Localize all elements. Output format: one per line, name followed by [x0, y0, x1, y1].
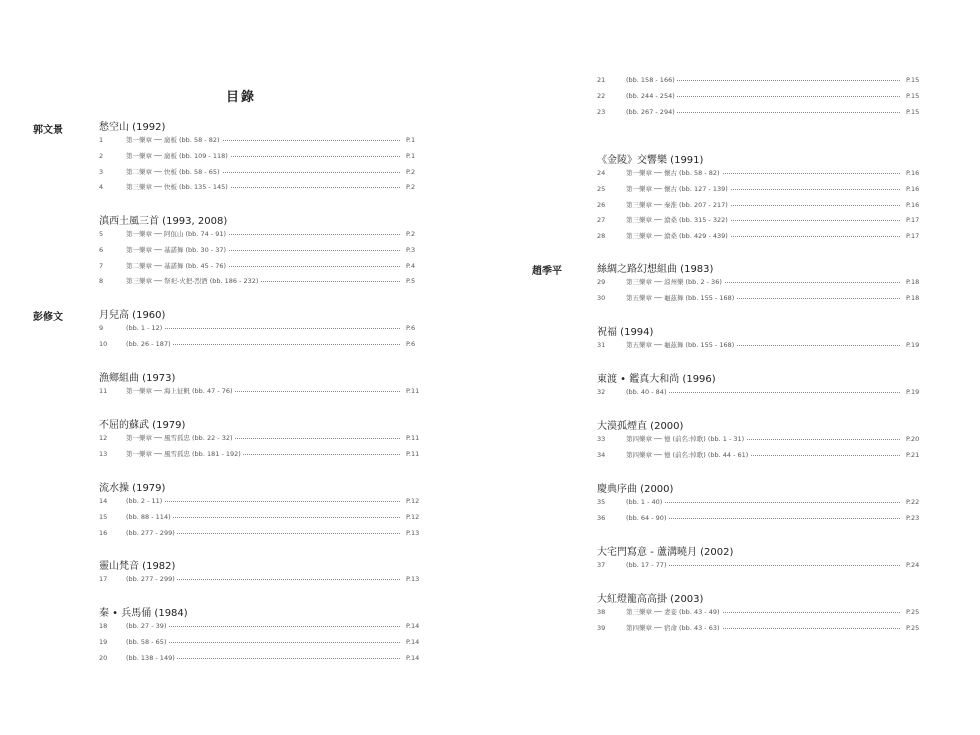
- entry-text: (bb. 40 - 84): [626, 388, 667, 396]
- work-title: 靈山梵音 (1982): [99, 561, 176, 572]
- work-title: 大宅門寫意 - 蘆溝曉月 (2002): [597, 547, 734, 558]
- toc-entry[interactable]: [99, 275, 428, 287]
- toc-entry[interactable]: [99, 636, 428, 648]
- entry-text: 第三樂章 ── 滄桑 (bb. 429 - 439): [626, 232, 728, 241]
- work-title: 絲綢之路幻想組曲 (1983): [597, 264, 714, 275]
- entry-text: 第三樂章 ── 快板 (bb. 135 - 145): [126, 183, 228, 192]
- entry-number: 19: [99, 637, 108, 646]
- work-title: 大紅燈籠高高掛 (2003): [597, 594, 704, 605]
- entry-text: (bb. 27 - 39): [126, 622, 167, 630]
- composer-name: 郭文景: [33, 125, 63, 136]
- entry-page: P.25: [906, 608, 920, 616]
- toc-entry[interactable]: [99, 322, 428, 334]
- entry-number: 8: [99, 277, 104, 286]
- entry-page: P.12: [406, 512, 420, 521]
- entry-number: 10: [99, 339, 108, 348]
- work-title: 流水操 (1979): [99, 483, 166, 494]
- entry-number: 25: [597, 184, 606, 193]
- dot-leader: [139, 579, 400, 580]
- toc-entry[interactable]: [99, 385, 428, 397]
- entry-page: P.1: [406, 151, 416, 160]
- entry-text: (bb. 277 - 299): [126, 575, 175, 583]
- entry-text: 第三樂章 ── 祭祀-火把-烈酒 (bb. 186 - 232): [126, 277, 259, 286]
- entry-number: 29: [597, 278, 606, 286]
- entry-text: 第二樂章 ── 快板 (bb. 58 - 65): [126, 167, 220, 176]
- dot-leader: [139, 642, 400, 643]
- toc-entry[interactable]: [597, 339, 930, 351]
- entry-text: 第一樂章 ── 懷古 (bb. 58 - 82): [626, 169, 720, 177]
- composer-name: 趙季平: [532, 266, 562, 277]
- toc-entry[interactable]: [99, 573, 428, 585]
- entry-number: 30: [597, 293, 606, 302]
- toc-entry[interactable]: [99, 448, 428, 460]
- entry-page: P.17: [906, 216, 920, 225]
- entry-text: (bb. 1 - 12): [126, 324, 163, 332]
- entry-text: 第三樂章 ── 妻妾 (bb. 43 - 49): [626, 608, 720, 616]
- entry-number: 3: [99, 167, 104, 176]
- entry-number: 24: [597, 169, 606, 177]
- work-title: 愁空山 (1992): [99, 122, 166, 133]
- entry-number: 13: [99, 449, 108, 458]
- toc-entry[interactable]: [597, 230, 930, 242]
- entry-number: 36: [597, 513, 606, 522]
- entry-page: P.20: [906, 435, 920, 443]
- work-title: 慶典序曲 (2000): [597, 484, 674, 495]
- toc-entry[interactable]: [99, 228, 428, 240]
- entry-number: 2: [99, 151, 104, 160]
- entry-number: 1: [99, 136, 104, 144]
- entry-number: 17: [99, 575, 108, 583]
- toc-entry[interactable]: [597, 214, 930, 226]
- entry-page: P.1: [406, 136, 416, 144]
- entry-page: P.2: [406, 183, 416, 192]
- entry-number: 33: [597, 435, 606, 443]
- entry-number: 22: [597, 91, 606, 100]
- toc-entry[interactable]: [597, 433, 930, 445]
- work-title: 秦 • 兵馬俑 (1984): [99, 608, 188, 619]
- entry-number: 4: [99, 183, 104, 192]
- entry-page: P.2: [406, 230, 416, 238]
- toc-entry[interactable]: [597, 512, 930, 524]
- dot-leader: [139, 328, 400, 329]
- toc-entry[interactable]: [99, 432, 428, 444]
- entry-number: 35: [597, 498, 606, 506]
- entry-number: 26: [597, 200, 606, 209]
- entry-text: 第四樂章 ── 憶 (前名:悼歌) (bb. 1 - 31): [626, 435, 745, 443]
- entry-text: 第二樂章 ── 基諾舞 (bb. 45 - 76): [126, 261, 227, 270]
- entry-number: 28: [597, 232, 606, 241]
- entry-page: P.16: [906, 169, 920, 177]
- toc-entry[interactable]: [597, 199, 930, 211]
- entry-number: 11: [99, 387, 108, 395]
- entry-number: 9: [99, 324, 104, 332]
- dot-leader: [139, 658, 400, 659]
- toc-entry[interactable]: [597, 292, 930, 304]
- entry-text: 第四樂章 ── 憶 (前名:悼歌) (bb. 44 - 61): [626, 450, 749, 459]
- entry-page: P.11: [406, 434, 420, 442]
- dot-leader: [637, 502, 900, 503]
- entry-page: P.14: [406, 637, 420, 646]
- entry-page: P.19: [906, 341, 920, 349]
- toc-entry[interactable]: [597, 74, 930, 86]
- entry-page: P.25: [906, 623, 920, 632]
- toc-entry[interactable]: [597, 496, 930, 508]
- entry-number: 16: [99, 528, 108, 537]
- entry-number: 21: [597, 76, 606, 84]
- toc-entry[interactable]: [597, 276, 930, 288]
- entry-text: (bb. 244 - 254): [626, 91, 675, 100]
- toc-entry[interactable]: [597, 106, 930, 118]
- entry-page: P.15: [906, 91, 920, 100]
- entry-number: 23: [597, 107, 606, 116]
- entry-number: 20: [99, 653, 108, 662]
- entry-page: P.14: [406, 622, 420, 630]
- entry-page: P.15: [906, 107, 920, 116]
- work-title: 滇西土風三首 (1993, 2008): [99, 216, 228, 227]
- work-title: 大漠孤煙直 (2000): [597, 421, 684, 432]
- entry-page: P.22: [906, 498, 920, 506]
- entry-number: 6: [99, 245, 104, 254]
- dot-leader: [139, 533, 400, 534]
- toc-entry[interactable]: [99, 134, 428, 146]
- toc-entry[interactable]: [99, 338, 428, 350]
- entry-text: (bb. 17 - 77): [626, 561, 667, 569]
- entry-page: P.11: [406, 387, 420, 395]
- entry-text: (bb. 158 - 166): [626, 76, 675, 84]
- entry-page: P.21: [906, 450, 920, 459]
- entry-page: P.13: [406, 575, 420, 583]
- entry-text: 第一樂章 ── 海上征帆 (bb. 47 - 76): [126, 387, 233, 395]
- entry-text: (bb. 88 - 114): [126, 512, 171, 521]
- entry-text: (bb. 58 - 65): [126, 637, 167, 646]
- entry-page: P.16: [906, 184, 920, 193]
- entry-page: P.4: [406, 261, 416, 270]
- toc-entry[interactable]: [597, 183, 930, 195]
- entry-text: 第一樂章 ── 風雪孤忠 (bb. 181 - 192): [126, 449, 241, 458]
- toc-entry[interactable]: [99, 495, 428, 507]
- toc-entry[interactable]: [99, 527, 428, 539]
- toc-entry[interactable]: [99, 166, 428, 178]
- entry-number: 31: [597, 341, 606, 349]
- entry-number: 15: [99, 512, 108, 521]
- entry-number: 7: [99, 261, 104, 270]
- entry-page: P.15: [906, 76, 920, 84]
- entry-text: 第五樂章 ── 龜茲舞 (bb. 155 - 168): [626, 293, 735, 302]
- entry-number: 32: [597, 388, 606, 396]
- toc-entry[interactable]: [597, 449, 930, 461]
- entry-text: 第四樂章 ── 宿命 (bb. 43 - 63): [626, 623, 720, 632]
- entry-text: 第一樂章 ── 基諾舞 (bb. 30 - 37): [126, 245, 227, 254]
- toc-entry[interactable]: [99, 260, 428, 272]
- toc-entry[interactable]: [597, 90, 930, 102]
- entry-text: 第五樂章 ── 龜茲舞 (bb. 155 - 168): [626, 341, 735, 349]
- entry-page: P.14: [406, 653, 420, 662]
- entry-page: P.13: [406, 528, 420, 537]
- entry-page: P.11: [406, 449, 420, 458]
- toc-entry[interactable]: [99, 652, 428, 664]
- toc-title: 目錄: [226, 90, 257, 105]
- dot-leader: [637, 392, 900, 393]
- entry-page: P.6: [406, 324, 416, 332]
- toc-entry[interactable]: [99, 150, 428, 162]
- work-title: 漁鄉組曲 (1973): [99, 373, 176, 384]
- entry-number: 12: [99, 434, 108, 442]
- entry-page: P.5: [406, 277, 416, 286]
- entry-text: 第一樂章 ── 風雪孤忠 (bb. 22 - 32): [126, 434, 233, 442]
- work-title: 月兒高 (1960): [99, 310, 166, 321]
- entry-page: P.12: [406, 497, 420, 505]
- entry-page: P.3: [406, 245, 416, 254]
- work-title: 《金陵》交響樂 (1991): [597, 155, 704, 166]
- entry-number: 34: [597, 450, 606, 459]
- toc-entry[interactable]: [597, 559, 930, 571]
- toc-entry[interactable]: [597, 167, 930, 179]
- composer-name: 彭修文: [33, 312, 63, 323]
- entry-page: P.18: [906, 293, 920, 302]
- toc-entry[interactable]: [99, 620, 428, 632]
- entry-number: 14: [99, 497, 108, 505]
- entry-text: (bb. 138 - 149): [126, 653, 175, 662]
- entry-text: 第一樂章 ── 廣板 (bb. 58 - 82): [126, 136, 220, 144]
- entry-text: (bb. 1 - 40): [626, 498, 663, 506]
- entry-text: (bb. 64 - 90): [626, 513, 667, 522]
- entry-number: 5: [99, 230, 104, 238]
- entry-text: 第三樂章 ── 滄桑 (bb. 315 - 322): [626, 216, 728, 225]
- toc-entry[interactable]: [99, 244, 428, 256]
- work-title: 東渡 • 鑑真大和尚 (1996): [597, 374, 716, 385]
- entry-number: 39: [597, 623, 606, 632]
- entry-text: 第三樂章 ── 秦淮 (bb. 207 - 217): [626, 200, 728, 209]
- dot-leader: [637, 518, 900, 519]
- entry-page: P.17: [906, 232, 920, 241]
- entry-text: (bb. 26 - 187): [126, 339, 171, 348]
- entry-number: 37: [597, 561, 606, 569]
- work-title: 不屈的蘇武 (1979): [99, 420, 186, 431]
- entry-page: P.16: [906, 200, 920, 209]
- entry-page: P.6: [406, 339, 416, 348]
- entry-page: P.19: [906, 388, 920, 396]
- toc-entry[interactable]: [99, 511, 428, 523]
- entry-text: 第三樂章 ── 涼州樂 (bb. 2 - 36): [626, 278, 722, 286]
- entry-text: 第一樂章 ── 阿佤山 (bb. 74 - 91): [126, 230, 227, 238]
- entry-text: (bb. 2 - 11): [126, 497, 163, 505]
- entry-text: (bb. 267 - 294): [626, 107, 675, 116]
- entry-page: P.24: [906, 561, 920, 569]
- entry-number: 18: [99, 622, 108, 630]
- dot-leader: [139, 626, 400, 627]
- entry-page: P.23: [906, 513, 920, 522]
- dot-leader: [139, 501, 400, 502]
- entry-text: 第一樂章 ── 廣板 (bb. 109 - 118): [126, 151, 228, 160]
- entry-page: P.18: [906, 278, 920, 286]
- toc-entry[interactable]: [99, 181, 428, 193]
- entry-text: (bb. 277 - 299): [126, 528, 175, 537]
- dot-leader: [139, 517, 400, 518]
- toc-entry[interactable]: [597, 606, 930, 618]
- toc-entry[interactable]: [597, 622, 930, 634]
- entry-text: 第一樂章 ── 懷古 (bb. 127 - 139): [626, 184, 728, 193]
- toc-entry[interactable]: [597, 386, 930, 398]
- work-title: 祝福 (1994): [597, 327, 654, 338]
- entry-number: 38: [597, 608, 606, 616]
- entry-number: 27: [597, 216, 606, 225]
- dot-leader: [139, 344, 400, 345]
- dot-leader: [637, 565, 900, 566]
- entry-page: P.2: [406, 167, 416, 176]
